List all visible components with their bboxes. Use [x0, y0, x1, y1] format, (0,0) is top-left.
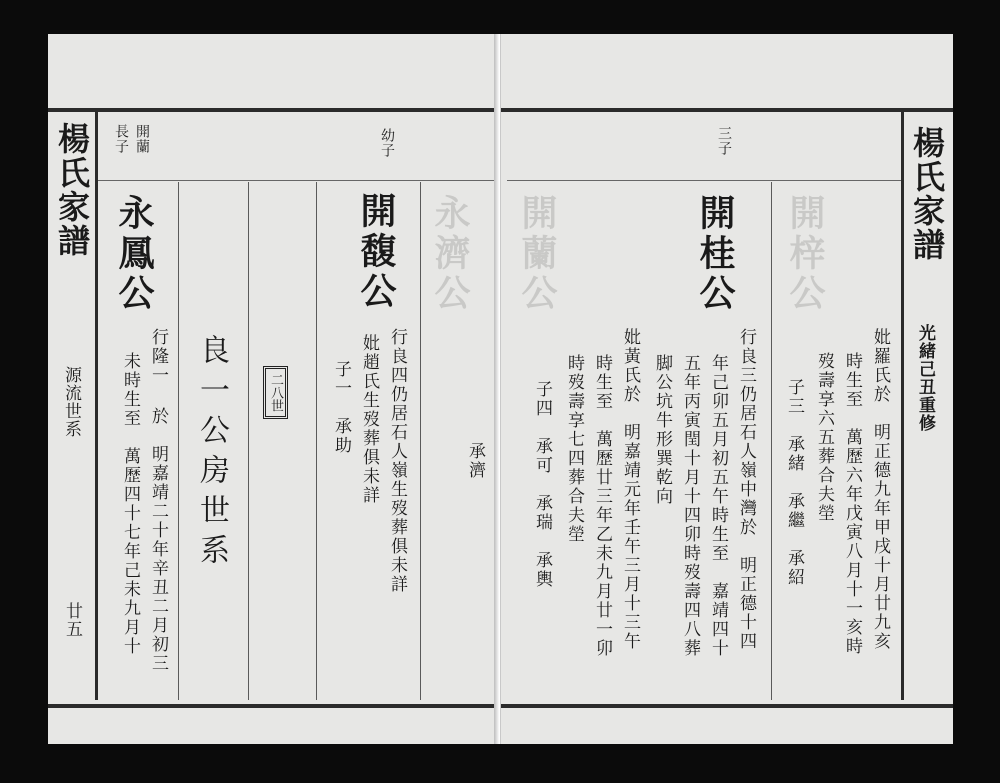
prev-entry-line-4: 子三 承緒 承繼 承紹 — [784, 378, 804, 587]
prev-entry-line-2: 時生至 萬歷六年戊寅八月十一亥時 — [842, 352, 862, 656]
person-kaifu-name: 開馥公 — [355, 192, 397, 312]
left-margin-section: 源流世系 — [61, 366, 81, 438]
youngest-son-label: 幼子 — [379, 128, 395, 158]
person-kaifu-line-1: 行良四仍居石人嶺生歿葬俱未詳 — [387, 328, 407, 594]
left-header-rule — [98, 180, 494, 181]
right-header-rule — [507, 180, 901, 181]
header-eldest-son: 長子 — [113, 124, 129, 154]
far-right-column: 承濟 — [465, 442, 485, 480]
third-son-label: 三子 — [716, 126, 732, 156]
column-line-4 — [420, 182, 421, 700]
left-margin-title: 楊氏家譜 — [53, 122, 91, 258]
person-kaifu-line-2: 妣趙氏生歿葬俱未詳 — [359, 334, 379, 505]
person-kaigui-line-7: 時歿壽享七四葬合夫塋 — [564, 354, 584, 544]
person-kaigui-line-4: 脚公坑牛形巽乾向 — [652, 354, 672, 506]
person-kaigui-line-8: 子四 承可 承瑞 承輿 — [532, 380, 552, 589]
generation-seal-text: 二八世 — [268, 373, 283, 412]
person-kaifu-line-3: 子一 承助 — [331, 360, 351, 455]
person-kaigui-line-1: 行良三仍居石人嶺中灣於 明正德十四 — [736, 328, 756, 651]
left-page — [48, 34, 499, 744]
column-line-1 — [178, 182, 179, 700]
person-kaigui-line-6: 時生至 萬歷廿三年乙未九月廿一卯 — [592, 354, 612, 658]
column-line-3 — [316, 182, 317, 700]
prev-entry-line-3: 歿壽享六五葬合夫塋 — [814, 352, 834, 523]
prev-entry-line-1: 妣羅氏於 明正德九年甲戌十月廿九亥 — [870, 328, 890, 651]
show-through-text-right-1: 開蘭公 — [516, 194, 558, 314]
header-kailan: 開蘭 — [134, 124, 150, 154]
right-column-line — [771, 182, 772, 700]
generation-seal — [263, 366, 288, 419]
person-yongfeng-name: 永鳳公 — [113, 194, 155, 314]
person-kaigui-line-3: 五年丙寅閏十月十四卯時歿壽四八葬 — [680, 354, 700, 658]
right-margin-border — [901, 112, 904, 700]
show-through-text-right-2: 開梓公 — [784, 194, 826, 314]
person-yongfeng-line-2: 未時生至 萬歷四十七年己未九月十 — [120, 352, 140, 656]
column-line-2 — [248, 182, 249, 700]
person-yongfeng-line-1: 行隆一 於 明嘉靖二十年辛丑二月初三 — [148, 328, 168, 673]
person-kaigui-line-2: 年己卯五月初五午時生至 嘉靖四十 — [708, 354, 728, 658]
person-kaigui-line-5: 妣黃氏於 明嘉靖元年壬午三月十三午 — [620, 328, 640, 651]
margin-border-left — [95, 112, 98, 700]
left-page-number: 廿五 — [62, 602, 82, 638]
branch-title: 良一公房世系 — [194, 334, 229, 574]
right-margin-note: 光緒己丑重修 — [915, 324, 935, 432]
right-margin-title: 楊氏家譜 — [908, 126, 946, 262]
show-through-text: 永濟公 — [429, 194, 471, 314]
right-page — [500, 34, 953, 744]
person-kaigui-name: 開桂公 — [694, 194, 736, 314]
